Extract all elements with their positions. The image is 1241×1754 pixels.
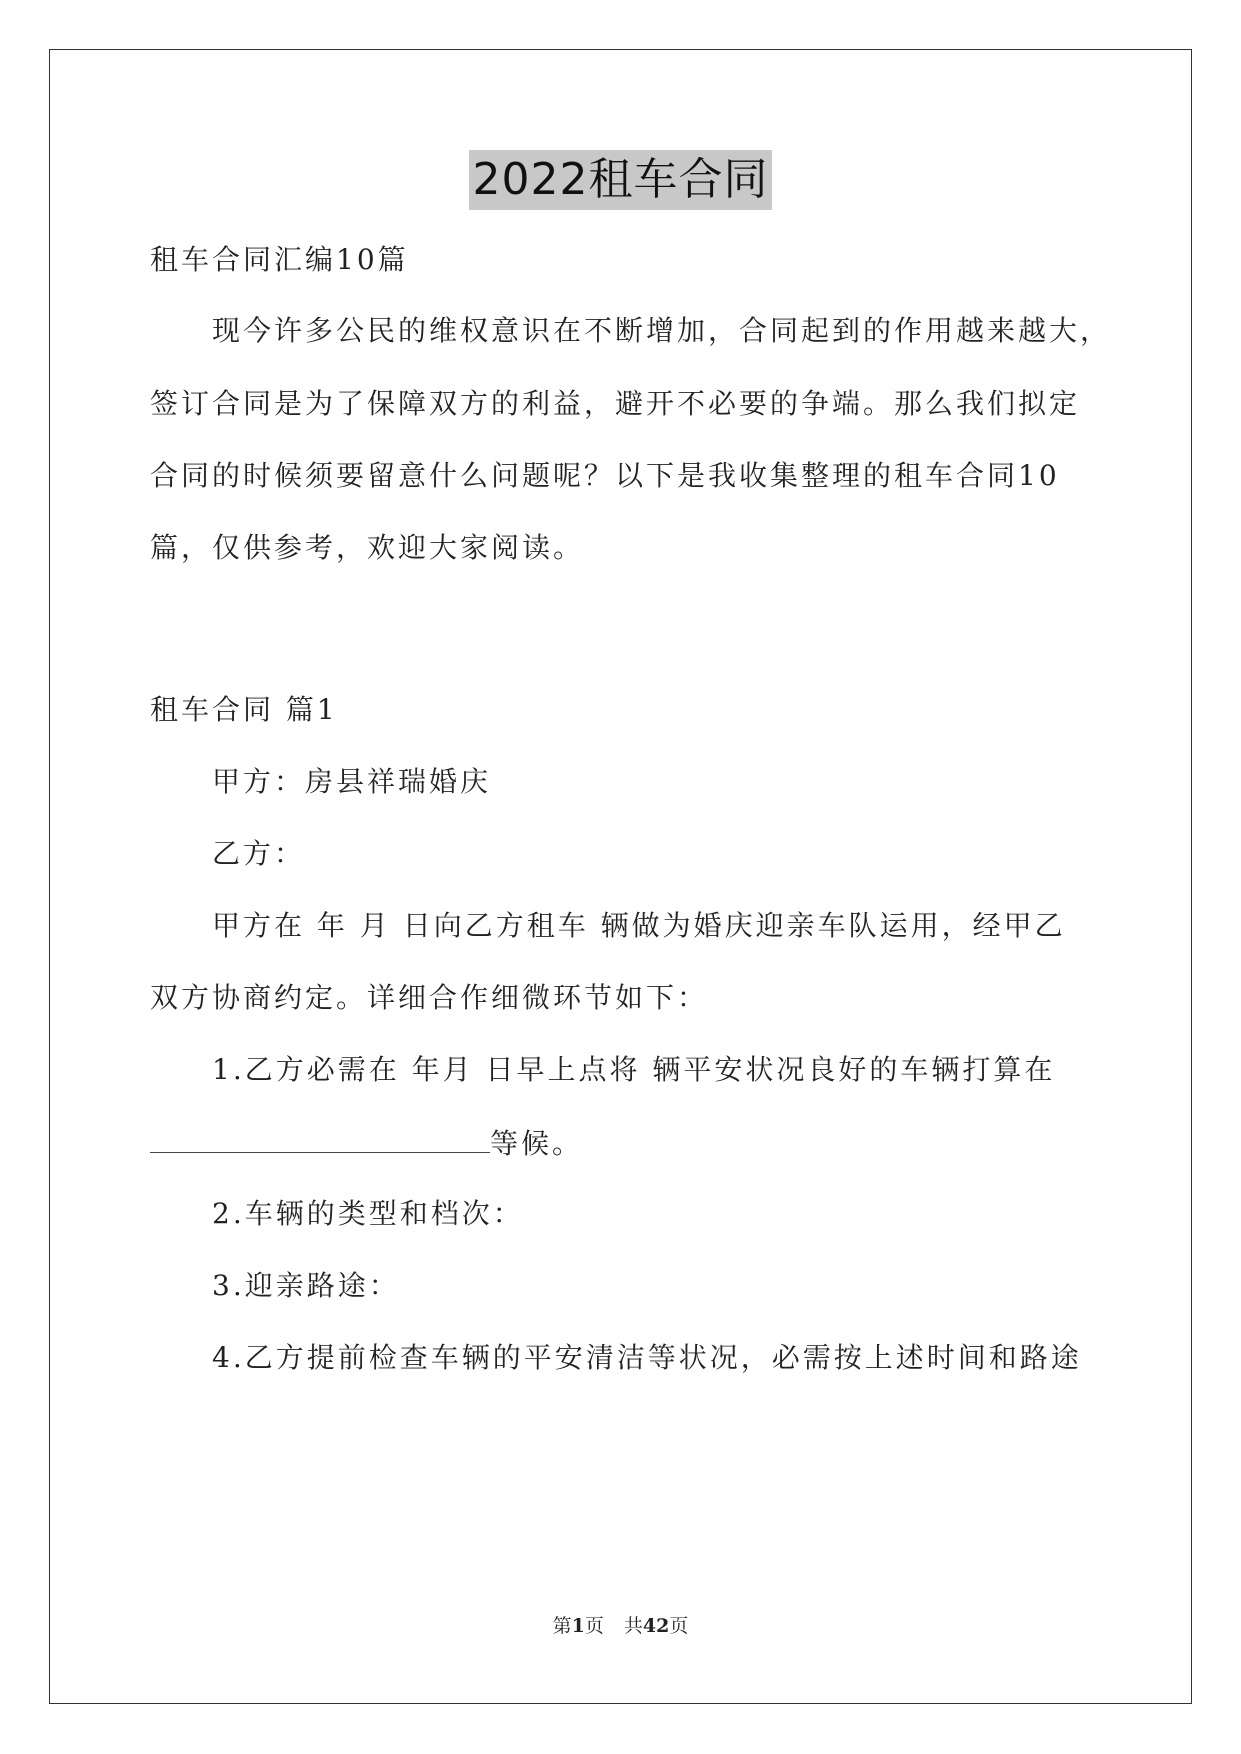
footer-page-suffix: 页 bbox=[584, 1615, 604, 1637]
intro-line-3: 合同的时候须要留意什么问题呢？以下是我收集整理的租车合同10 bbox=[150, 459, 1060, 492]
page-footer bbox=[0, 1614, 1241, 1638]
body-line-5: 2.车辆的类型和档次： bbox=[212, 1197, 524, 1230]
section-heading: 租车合同 篇1 bbox=[150, 693, 338, 726]
footer-total-prefix: 共 bbox=[623, 1615, 643, 1637]
body-line-7: 4.乙方提前检查车辆的平安清洁等状况，必需按上述时间和路途 bbox=[212, 1341, 1082, 1374]
body-line-6: 3.迎亲路途： bbox=[212, 1269, 400, 1302]
body-line-4-text: 等候。 bbox=[490, 1127, 584, 1160]
footer-total-pages: 42 bbox=[642, 1615, 670, 1637]
footer-total-suffix: 页 bbox=[669, 1615, 689, 1637]
fill-in-blank bbox=[150, 1122, 490, 1153]
title-container bbox=[0, 150, 1241, 210]
footer-current-page: 1 bbox=[571, 1615, 585, 1637]
page-border bbox=[49, 49, 1192, 1704]
intro-line-1: 现今许多公民的维权意识在不断增加，合同起到的作用越来越大， bbox=[212, 314, 1112, 347]
party-a: 甲方：房县祥瑞婚庆 bbox=[212, 765, 492, 798]
intro-line-2: 签订合同是为了保障双方的利益，避开不必要的争端。那么我们拟定 bbox=[150, 387, 1081, 420]
body-line-3: 1.乙方必需在 年月 日早上点将 辆平安状况良好的车辆打算在 bbox=[212, 1053, 1056, 1086]
footer-prefix: 第 bbox=[552, 1615, 572, 1637]
body-line-2: 双方协商约定。详细合作细微环节如下： bbox=[150, 981, 709, 1014]
body-line-4 bbox=[150, 1122, 1100, 1164]
document-title: 2022租车合同 bbox=[469, 150, 773, 210]
body-line-1: 甲方在 年 月 日向乙方租车 辆做为婚庆迎亲车队运用，经甲乙 bbox=[212, 909, 1066, 942]
document-subtitle: 租车合同汇编10篇 bbox=[150, 243, 409, 276]
party-b: 乙方： bbox=[212, 837, 306, 870]
intro-line-4: 篇，仅供参考，欢迎大家阅读。 bbox=[150, 531, 585, 564]
